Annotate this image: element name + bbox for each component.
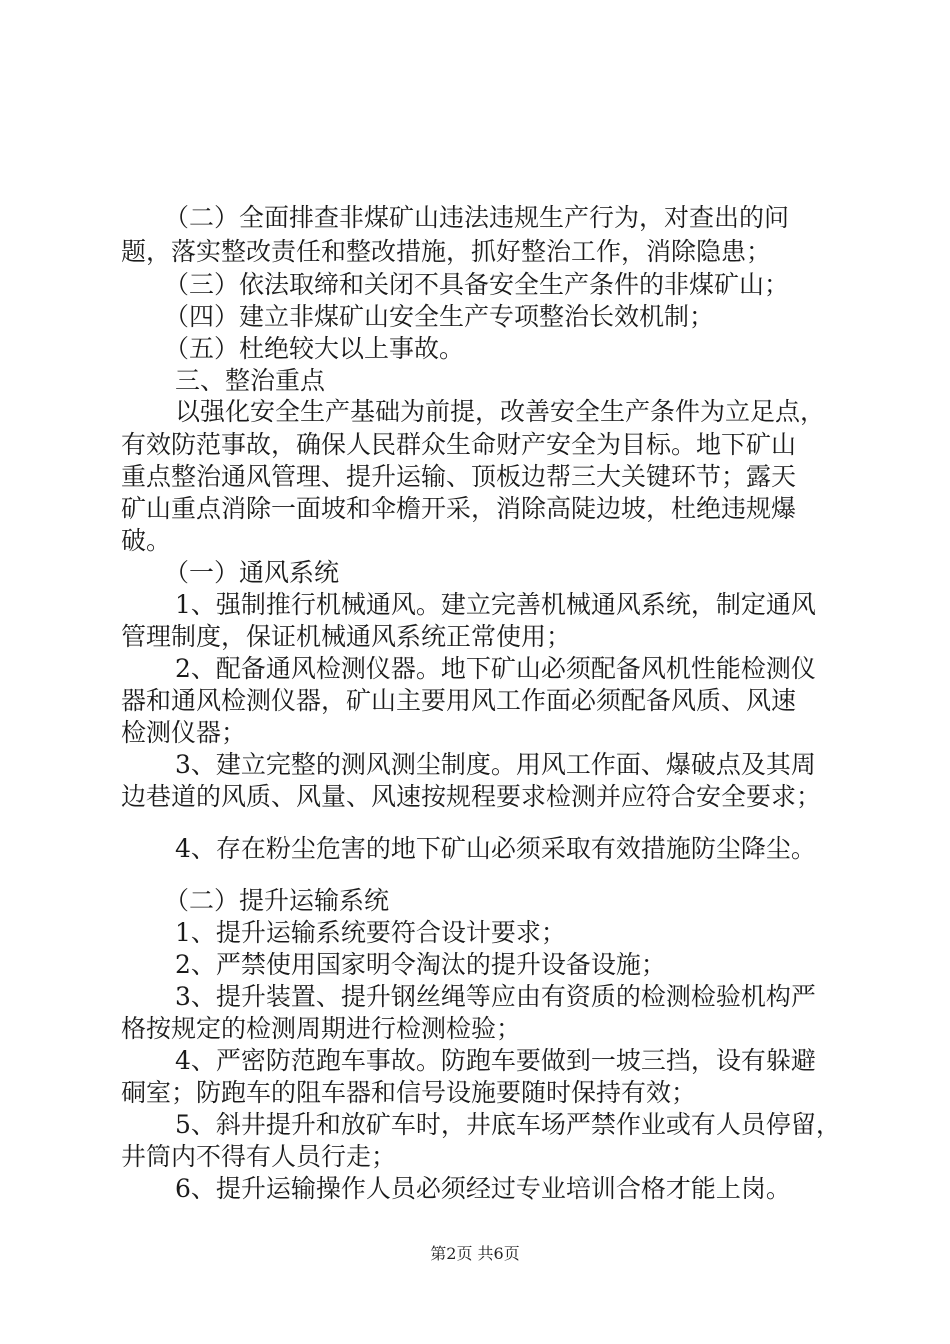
text-line: 有效防范事故，确保人民群众生命财产安全为目标。地下矿山 [121,430,797,459]
text-line: 1、强制推行机械通风。建立完善机械通风系统，制定通风 [175,590,816,619]
text-line: （五）杜绝较大以上事故。 [164,334,465,363]
text-line: 题，落实整改责任和整改措施，抓好整治工作，消除隐患； [121,237,772,266]
text-line: 格按规定的检测周期进行检测检验； [121,1014,522,1043]
text-line: （三）依法取缔和关闭不具备安全生产条件的非煤矿山； [164,270,790,299]
text-line: 3、建立完整的测风测尘制度。用风工作面、爆破点及其周 [175,750,816,779]
text-line: 5、斜井提升和放矿车时，井底车场严禁作业或有人员停留， [175,1110,841,1139]
text-line: 1、提升运输系统要符合设计要求； [175,918,566,947]
subsection-heading: （一）通风系统 [164,558,340,587]
page-number-footer: 第2页 共6页 [430,1244,520,1263]
text-line: （二）全面排查非煤矿山违法违规生产行为，对查出的问 [164,203,790,232]
text-line: 4、严密防范跑车事故。防跑车要做到一坡三挡，设有躲避 [175,1046,816,1075]
text-line: （四）建立非煤矿山安全生产专项整治长效机制； [164,302,715,331]
text-line: 3、提升装置、提升钢丝绳等应由有资质的检测检验机构严 [175,982,816,1011]
text-line: 器和通风检测仪器，矿山主要用风工作面必须配备风质、风速 [121,686,797,715]
text-line: 硐室；防跑车的阻车器和信号设施要随时保持有效； [121,1078,697,1107]
text-line: 管理制度，保证机械通风系统正常使用； [121,622,572,651]
text-line: 2、严禁使用国家明令淘汰的提升设备设施； [175,950,666,979]
text-line: 检测仪器； [121,718,247,747]
text-line: 矿山重点消除一面坡和伞檐开采，消除高陡边坡，杜绝违规爆 [121,494,797,523]
text-line: 边巷道的风质、风量、风速按规程要求检测并应符合安全要求； [121,782,822,811]
text-line: 以强化安全生产基础为前提，改善安全生产条件为立足点， [175,397,826,426]
subsection-heading: （二）提升运输系统 [164,886,390,915]
text-line: 破。 [121,526,172,555]
text-line: 2、配备通风检测仪器。地下矿山必须配备风机性能检测仪 [175,654,816,683]
text-line: 井筒内不得有人员行走； [121,1142,397,1171]
text-line: 重点整治通风管理、提升运输、顶板边帮三大关键环节；露天 [121,462,797,491]
section-heading: 三、整治重点 [175,366,326,395]
text-line: 4、存在粉尘危害的地下矿山必须采取有效措施防尘降尘。 [175,834,816,863]
text-line: 6、提升运输操作人员必须经过专业培训合格才能上岗。 [175,1174,791,1203]
